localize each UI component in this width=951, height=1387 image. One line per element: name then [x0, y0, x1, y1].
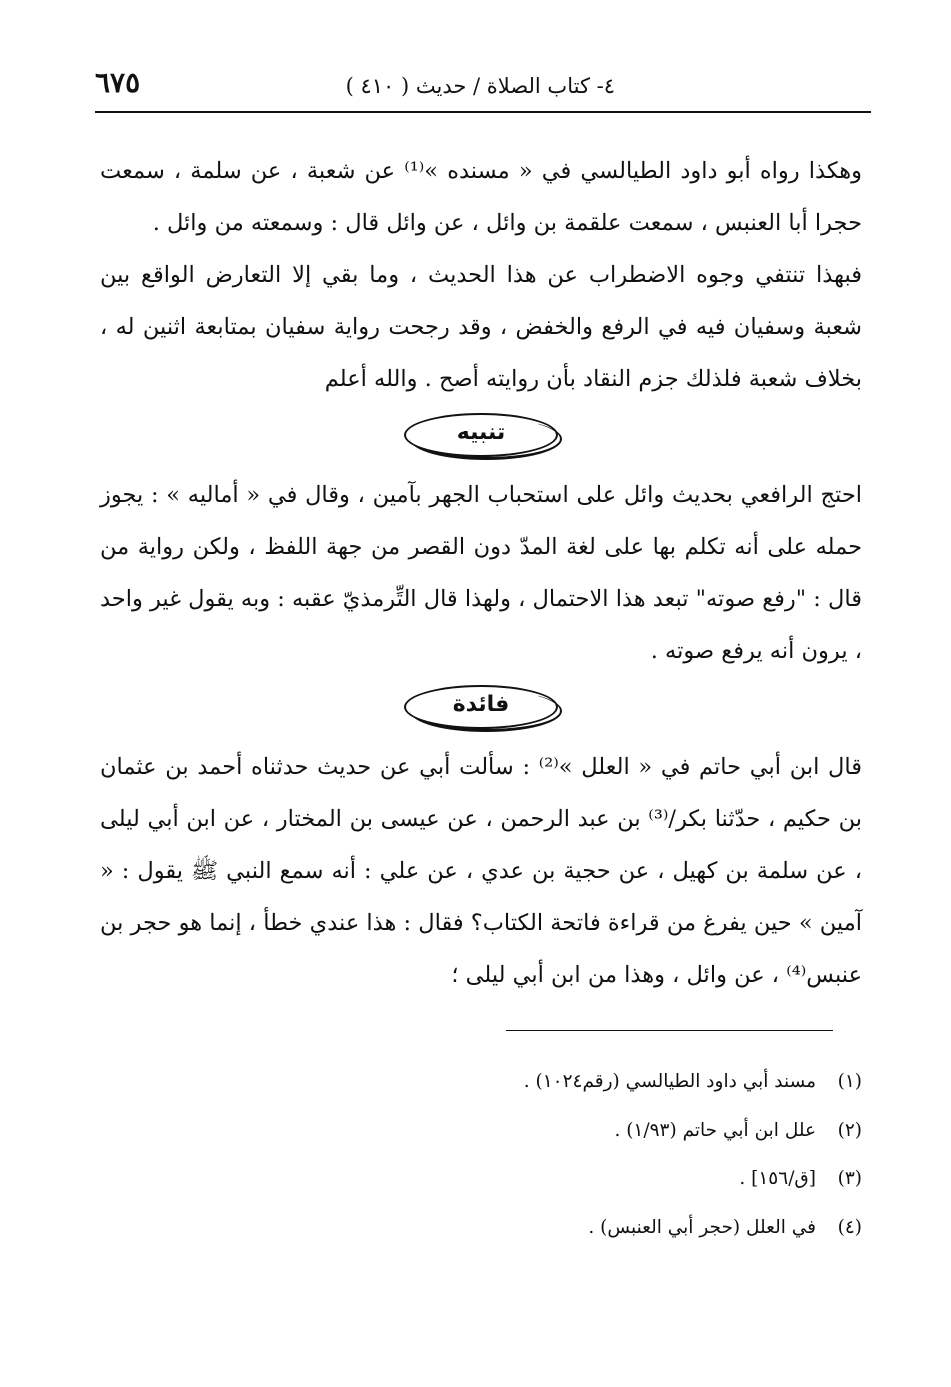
- body-text: [100, 145, 862, 1001]
- paragraph-ilal: قال ابن أبي حاتم في « العلل »⁽²⁾ : سألت أبي عن حديث حدثناه أحمد بن عثمان بن حكيم ، حدّثنا بكر/⁽³⁾ بن عبد الرحمن ، عن عيسى بن المختار ، عن ابن أبي ليلى ، عن سلمة بن كهيل ، عن حجية بن عدي ، عن علي : أنه سمع النبي ﷺ يقول : « آمين » حين يفرغ من قراءة فاتحة الكتاب؟ فقال : هذا عندي خطأ ، إنما هو حجر بن عنبس⁽⁴⁾ ، عن وائل ، وهذا من ابن أبي ليلى ؛: [100, 754, 862, 988]
- footnote-3: [100, 1155, 862, 1204]
- footnote-text: مسند أبي داود الطيالسي (رقم١٠٢٤) .: [523, 1071, 816, 1092]
- footnote-number: (١): [837, 1071, 862, 1092]
- paragraph-rafii: احتج الرافعي بحديث وائل على استحباب الجهر بآمين ، وقال في « أماليه » : يجوز حمله على أنه تكلم بها على لغة المدّ دون القصر من جهة اللفظ ، ولكن رواية من قال : "رفع صوته" تبعد هذا الاحتمال ، ولهذا قال التِّرمذيّ عقبه : وبه يقول غير واحد ، يرون أنه يرفع صوته .: [100, 482, 862, 664]
- faida-banner: [100, 679, 862, 735]
- footnote-1: [100, 1058, 862, 1107]
- tanbih-label: تنبيه: [456, 420, 506, 445]
- footnote-number: (٣): [837, 1168, 862, 1189]
- footnote-number: (٤): [837, 1216, 862, 1238]
- footnotes: [100, 1058, 862, 1252]
- tanbih-banner: [100, 407, 862, 463]
- header-rule: [95, 111, 871, 113]
- footnote-text: في العلل (حجر أبي العنبس) .: [588, 1216, 816, 1238]
- running-title: ٤- كتاب الصلاة / حديث ( ٤١٠ ): [345, 74, 615, 98]
- footnote-text: [ق/١٥٦] .: [739, 1168, 816, 1189]
- footnote-rule: [506, 1030, 833, 1031]
- page-header: [95, 66, 865, 106]
- footnote-2: [100, 1107, 862, 1156]
- footnote-text: علل ابن أبي حاتم (١/٩٣) .: [614, 1119, 816, 1141]
- footnote-number: (٢): [837, 1119, 862, 1141]
- faida-label: فائدة: [452, 692, 510, 717]
- paragraph-tayalisi: وهكذا رواه أبو داود الطيالسي في « مسنده »⁽¹⁾ عن شعبة ، عن سلمة ، سمعت حجرا أبا العنبس ، سمعت علقمة بن وائل ، عن وائل قال : وسمعته من وائل .: [100, 158, 862, 236]
- footnote-4: [100, 1204, 862, 1253]
- page-number: ٦٧٥: [95, 66, 141, 99]
- paragraph-idtirab: فبهذا تنتفي وجوه الاضطراب عن هذا الحديث ، وما بقي إلا التعارض الواقع بين شعبة وسفيان فيه في الرفع والخفض ، وقد رجحت رواية سفيان بمتابعة اثنين له ، بخلاف شعبة فلذلك جزم النقاد بأن روايته أصح . والله أعلم: [100, 262, 862, 392]
